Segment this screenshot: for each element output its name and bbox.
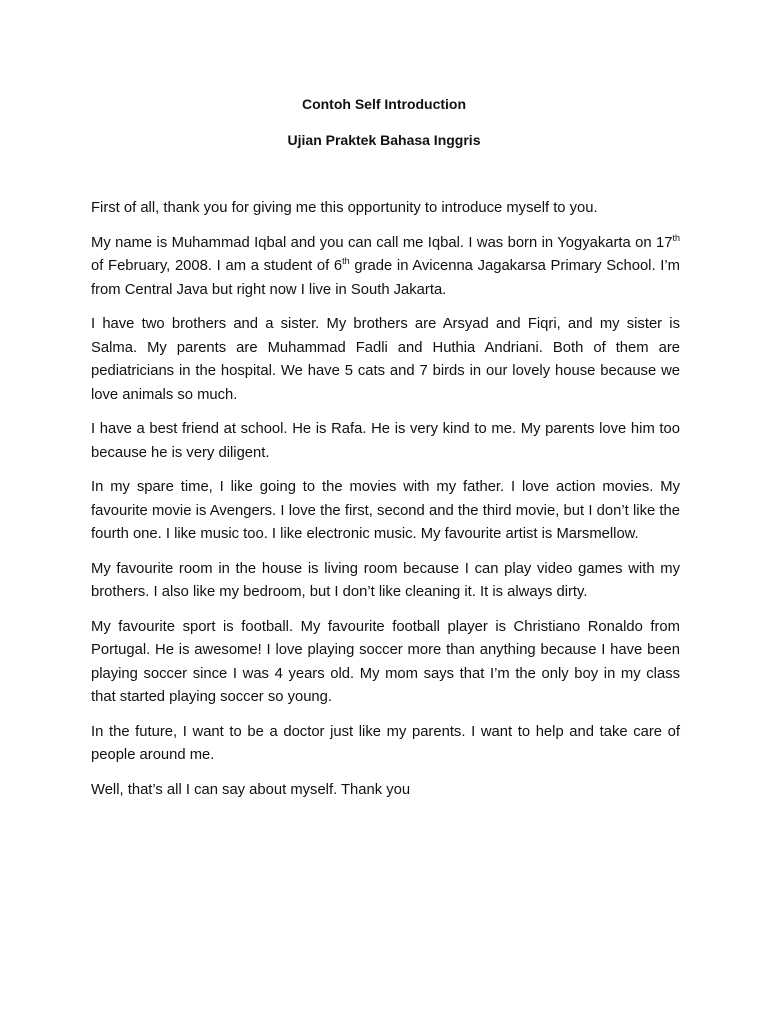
ordinal-suffix-17th: th xyxy=(672,232,680,243)
ordinal-suffix-6th: th xyxy=(342,256,350,267)
paragraph-identity-part1: My name is Muhammad Iqbal and you can call me Iqbal. I was born in Yogyakarta on 17 xyxy=(91,234,673,251)
paragraph-favourite-room: My favourite room in the house is living room because I can play video games with my brothers. I also like my bedroom, but I don’t like cleaning it. It is always dirty. xyxy=(91,560,680,600)
document-subtitle: Ujian Praktek Bahasa Inggris xyxy=(287,132,481,148)
paragraph-identity xyxy=(91,232,680,303)
paragraph-identity-part2: of February, 2008. I am a student of 6 xyxy=(91,258,343,274)
paragraph-closing: Well, that’s all I can say about myself. Thank you xyxy=(91,781,411,798)
document-title: Contoh Self Introduction xyxy=(301,96,467,112)
paragraph-family: I have two brothers and a sister. My brothers are Arsyad and Fiqri, and my sister is Salma. My parents are Muhammad Fadli and Huthia Andriani. Both of them are pediatricians in the hospital. We have 5 cats and 7 birds in our lovely house because we love animals so much. xyxy=(91,316,680,403)
paragraph-identity-part3: grade in Avicenna Jagakarsa Primary School. I’m from Central Java but right now I live in South Jakarta. xyxy=(91,258,680,298)
paragraph-best-friend: I have a best friend at school. He is Rafa. He is very kind to me. My parents love him too because he is very diligent. xyxy=(91,421,680,461)
paragraph-opening: First of all, thank you for giving me this opportunity to introduce myself to you. xyxy=(91,200,598,216)
paragraph-favourite-sport: My favourite sport is football. My favourite football player is Christiano Ronaldo from Portugal. He is awesome! I love playing soccer more than anything because I have been playing soccer since I was 4 years old. My mom says that I’m the only boy in my class that started playing soccer so young. xyxy=(91,618,680,705)
paragraph-hobbies: In my spare time, I like going to the movies with my father. I love action movies. My favourite movie is Avengers. I love the first, second and the third movie, but I don’t like the fourth one. I like music too. I like electronic music. My favourite artist is Marsmellow. xyxy=(91,479,680,542)
paragraph-future: In the future, I want to be a doctor just like my parents. I want to help and take care of people around me. xyxy=(91,723,680,763)
document-body xyxy=(91,197,680,813)
